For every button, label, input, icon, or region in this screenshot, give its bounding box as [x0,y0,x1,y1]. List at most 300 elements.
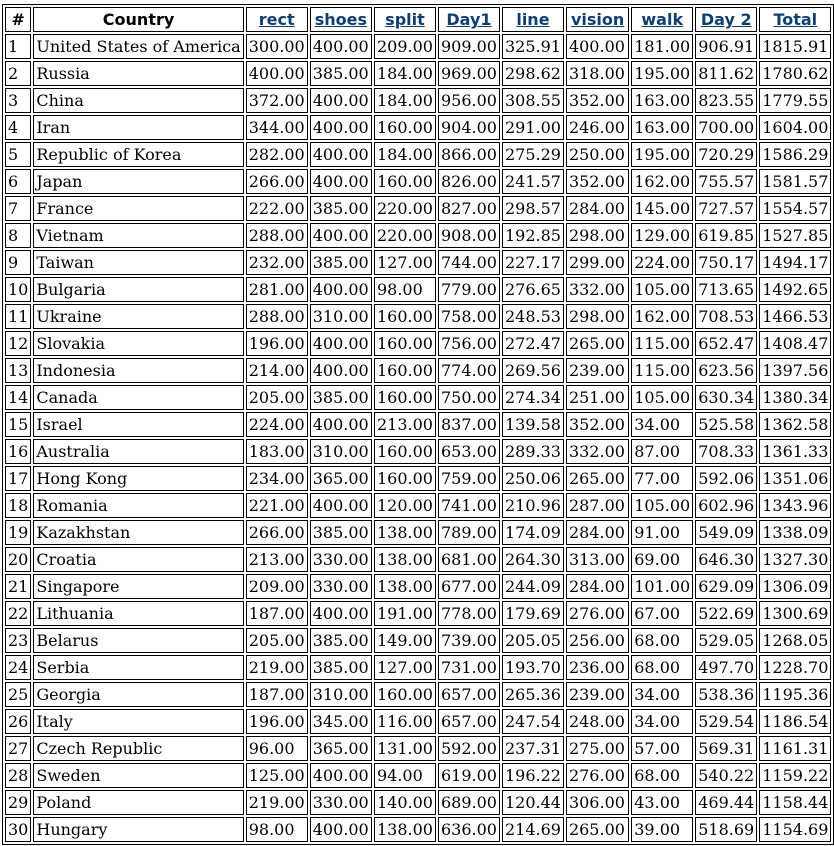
shoes-cell: 310.00 [310,682,372,707]
total-cell: 1815.91 [759,34,831,59]
rank-cell: 13 [5,358,31,383]
shoes-cell: 400.00 [310,142,372,167]
country-cell: Serbia [33,655,243,680]
walk-cell: 224.00 [631,250,693,275]
rect-cell: 196.00 [246,709,308,734]
table-row [5,817,831,842]
vision-cell: 298.00 [566,223,629,248]
rank-cell: 28 [5,763,31,788]
day1-cell: 739.00 [438,628,500,653]
walk-cell: 145.00 [631,196,693,221]
vision-cell: 298.00 [566,304,629,329]
line-cell: 139.58 [502,412,564,437]
vision-cell: 332.00 [566,439,629,464]
day1-cell: 653.00 [438,439,500,464]
split-cell: 160.00 [374,358,436,383]
split-cell: 138.00 [374,817,436,842]
walk-cell: 91.00 [631,520,693,545]
rect-cell: 224.00 [246,412,308,437]
split-cell: 160.00 [374,169,436,194]
col-header-day2[interactable] [695,7,757,32]
total-cell: 1228.70 [759,655,831,680]
day1-cell: 689.00 [438,790,500,815]
shoes-cell: 400.00 [310,412,372,437]
country-cell: Sweden [33,763,243,788]
vision-cell: 352.00 [566,412,629,437]
vision-cell: 236.00 [566,655,629,680]
total-cell: 1338.09 [759,520,831,545]
walk-cell: 195.00 [631,61,693,86]
col-header-vision[interactable] [566,7,629,32]
day1-cell: 681.00 [438,547,500,572]
table-row [5,223,831,248]
total-cell: 1492.65 [759,277,831,302]
total-cell: 1397.56 [759,358,831,383]
country-cell: Slovakia [33,331,243,356]
vision-cell: 332.00 [566,277,629,302]
walk-cell: 105.00 [631,385,693,410]
split-cell: 127.00 [374,250,436,275]
day2-cell: 750.17 [695,250,757,275]
shoes-cell: 400.00 [310,493,372,518]
shoes-cell: 345.00 [310,709,372,734]
vision-cell: 256.00 [566,628,629,653]
split-cell: 213.00 [374,412,436,437]
walk-cell: 43.00 [631,790,693,815]
rect-cell: 205.00 [246,385,308,410]
country-cell: Iran [33,115,243,140]
split-cell: 191.00 [374,601,436,626]
table-row [5,628,831,653]
walk-cell: 57.00 [631,736,693,761]
country-cell: Indonesia [33,358,243,383]
rect-cell: 125.00 [246,763,308,788]
rect-cell: 288.00 [246,223,308,248]
walk-cell: 68.00 [631,763,693,788]
day2-cell: 811.62 [695,61,757,86]
shoes-cell: 330.00 [310,790,372,815]
day1-cell: 827.00 [438,196,500,221]
table-row [5,466,831,491]
line-cell: 298.57 [502,196,564,221]
rank-cell: 12 [5,331,31,356]
rank-cell: 29 [5,790,31,815]
day2-cell: 529.54 [695,709,757,734]
country-cell: Lithuania [33,601,243,626]
line-cell: 120.44 [502,790,564,815]
table-row [5,601,831,626]
vision-cell: 284.00 [566,574,629,599]
walk-cell: 105.00 [631,493,693,518]
total-cell: 1343.96 [759,493,831,518]
rank-cell: 1 [5,34,31,59]
day1-cell: 758.00 [438,304,500,329]
shoes-cell: 385.00 [310,385,372,410]
split-cell: 120.00 [374,493,436,518]
country-cell: Taiwan [33,250,243,275]
col-header-walk[interactable] [631,7,693,32]
vision-cell: 299.00 [566,250,629,275]
vision-cell: 265.00 [566,817,629,842]
day2-cell: 540.22 [695,763,757,788]
country-cell: Hong Kong [33,466,243,491]
country-cell: France [33,196,243,221]
line-cell: 237.31 [502,736,564,761]
day1-cell: 741.00 [438,493,500,518]
split-cell: 149.00 [374,628,436,653]
table-row [5,763,831,788]
total-cell: 1380.34 [759,385,831,410]
table-row [5,493,831,518]
table-row [5,61,831,86]
line-cell: 192.85 [502,223,564,248]
col-header-day1[interactable] [438,7,500,32]
rect-cell: 266.00 [246,169,308,194]
walk-cell: 163.00 [631,88,693,113]
rect-cell: 400.00 [246,61,308,86]
day2-cell: 497.70 [695,655,757,680]
day2-cell: 629.09 [695,574,757,599]
total-cell: 1527.85 [759,223,831,248]
day2-cell: 646.30 [695,547,757,572]
table-row [5,358,831,383]
country-cell: Czech Republic [33,736,243,761]
rect-cell: 221.00 [246,493,308,518]
split-cell: 160.00 [374,682,436,707]
total-cell: 1300.69 [759,601,831,626]
country-cell: Canada [33,385,243,410]
shoes-cell: 400.00 [310,601,372,626]
total-cell: 1494.17 [759,250,831,275]
table-row [5,304,831,329]
col-header-shoes[interactable] [310,7,372,32]
rank-cell: 26 [5,709,31,734]
total-cell: 1581.57 [759,169,831,194]
vision-cell: 246.00 [566,115,629,140]
table-body [5,34,831,842]
line-cell: 308.55 [502,88,564,113]
line-cell: 227.17 [502,250,564,275]
split-cell: 116.00 [374,709,436,734]
total-cell: 1780.62 [759,61,831,86]
split-cell: 98.00 [374,277,436,302]
country-cell: Bulgaria [33,277,243,302]
total-cell: 1779.55 [759,88,831,113]
total-cell: 1604.00 [759,115,831,140]
rect-cell: 300.00 [246,34,308,59]
split-cell: 220.00 [374,223,436,248]
rank-cell: 24 [5,655,31,680]
rank-cell: 25 [5,682,31,707]
table-row [5,547,831,572]
country-cell: Croatia [33,547,243,572]
rank-cell: 10 [5,277,31,302]
day1-cell: 677.00 [438,574,500,599]
day2-cell: 529.05 [695,628,757,653]
line-cell: 193.70 [502,655,564,680]
rect-cell: 288.00 [246,304,308,329]
rect-cell: 372.00 [246,88,308,113]
total-cell: 1161.31 [759,736,831,761]
rank-cell: 22 [5,601,31,626]
walk-cell: 115.00 [631,331,693,356]
walk-cell: 163.00 [631,115,693,140]
country-cell: Japan [33,169,243,194]
table-row [5,520,831,545]
table-row [5,790,831,815]
shoes-cell: 385.00 [310,655,372,680]
country-cell: Vietnam [33,223,243,248]
day1-cell: 750.00 [438,385,500,410]
rect-cell: 219.00 [246,655,308,680]
country-cell: Republic of Korea [33,142,243,167]
split-cell: 184.00 [374,88,436,113]
table-row [5,88,831,113]
day1-cell: 778.00 [438,601,500,626]
shoes-cell: 385.00 [310,196,372,221]
sort-link-shoes[interactable]: shoes [314,10,367,29]
walk-cell: 115.00 [631,358,693,383]
country-cell: Poland [33,790,243,815]
day2-cell: 708.53 [695,304,757,329]
day1-cell: 592.00 [438,736,500,761]
shoes-cell: 400.00 [310,331,372,356]
total-cell: 1306.09 [759,574,831,599]
split-cell: 131.00 [374,736,436,761]
day2-cell: 720.29 [695,142,757,167]
shoes-cell: 400.00 [310,169,372,194]
line-cell: 289.33 [502,439,564,464]
rank-cell: 11 [5,304,31,329]
total-cell: 1327.30 [759,547,831,572]
walk-cell: 69.00 [631,547,693,572]
rank-cell: 20 [5,547,31,572]
rect-cell: 232.00 [246,250,308,275]
walk-cell: 67.00 [631,601,693,626]
col-header-total[interactable] [759,7,831,32]
shoes-cell: 365.00 [310,466,372,491]
line-cell: 275.29 [502,142,564,167]
vision-cell: 265.00 [566,466,629,491]
table-row [5,385,831,410]
split-cell: 140.00 [374,790,436,815]
total-cell: 1159.22 [759,763,831,788]
line-cell: 276.65 [502,277,564,302]
day2-cell: 708.33 [695,439,757,464]
day2-cell: 755.57 [695,169,757,194]
shoes-cell: 365.00 [310,736,372,761]
vision-cell: 248.00 [566,709,629,734]
walk-cell: 129.00 [631,223,693,248]
day1-cell: 837.00 [438,412,500,437]
rect-cell: 187.00 [246,682,308,707]
walk-cell: 39.00 [631,817,693,842]
split-cell: 184.00 [374,61,436,86]
shoes-cell: 400.00 [310,115,372,140]
rect-cell: 281.00 [246,277,308,302]
vision-cell: 276.00 [566,763,629,788]
day1-cell: 774.00 [438,358,500,383]
day1-cell: 908.00 [438,223,500,248]
line-cell: 205.05 [502,628,564,653]
day2-cell: 525.58 [695,412,757,437]
line-cell: 272.47 [502,331,564,356]
day2-cell: 518.69 [695,817,757,842]
sort-link-day1[interactable]: Day1 [446,10,492,29]
total-cell: 1586.29 [759,142,831,167]
day2-cell: 823.55 [695,88,757,113]
rect-cell: 96.00 [246,736,308,761]
walk-cell: 195.00 [631,142,693,167]
shoes-cell: 400.00 [310,277,372,302]
rect-cell: 234.00 [246,466,308,491]
rank-cell: 21 [5,574,31,599]
rank-cell: 8 [5,223,31,248]
sort-link-line[interactable]: line [516,10,550,29]
vision-cell: 318.00 [566,61,629,86]
rank-cell: 18 [5,493,31,518]
walk-cell: 101.00 [631,574,693,599]
walk-cell: 105.00 [631,277,693,302]
col-header-rect[interactable] [246,7,308,32]
total-cell: 1351.06 [759,466,831,491]
rect-cell: 282.00 [246,142,308,167]
rank-cell: 2 [5,61,31,86]
split-cell: 138.00 [374,520,436,545]
table-row [5,250,831,275]
line-cell: 214.69 [502,817,564,842]
vision-cell: 400.00 [566,34,629,59]
results-table [2,4,834,845]
header-row [5,7,831,32]
vision-cell: 287.00 [566,493,629,518]
shoes-cell: 400.00 [310,223,372,248]
line-cell: 298.62 [502,61,564,86]
split-cell: 209.00 [374,34,436,59]
table-row [5,169,831,194]
vision-cell: 284.00 [566,196,629,221]
walk-cell: 34.00 [631,709,693,734]
col-header-line[interactable] [502,7,564,32]
rank-cell: 27 [5,736,31,761]
day2-cell: 619.85 [695,223,757,248]
day1-cell: 756.00 [438,331,500,356]
split-cell: 160.00 [374,304,436,329]
rank-cell: 19 [5,520,31,545]
split-cell: 160.00 [374,385,436,410]
table-row [5,34,831,59]
day2-cell: 602.96 [695,493,757,518]
rect-cell: 209.00 [246,574,308,599]
line-cell: 248.53 [502,304,564,329]
split-cell: 94.00 [374,763,436,788]
vision-cell: 276.00 [566,601,629,626]
sort-link-day2[interactable]: Day 2 [700,10,752,29]
shoes-cell: 400.00 [310,88,372,113]
day1-cell: 619.00 [438,763,500,788]
vision-cell: 352.00 [566,169,629,194]
rect-cell: 205.00 [246,628,308,653]
split-cell: 160.00 [374,115,436,140]
sort-link-walk[interactable]: walk [641,10,684,29]
vision-cell: 313.00 [566,547,629,572]
day1-cell: 731.00 [438,655,500,680]
sort-link-vision[interactable]: vision [570,10,625,29]
total-cell: 1158.44 [759,790,831,815]
table-row [5,736,831,761]
line-cell: 264.30 [502,547,564,572]
line-cell: 241.57 [502,169,564,194]
vision-cell: 352.00 [566,88,629,113]
country-cell: Israel [33,412,243,437]
table-row [5,412,831,437]
vision-cell: 239.00 [566,682,629,707]
rect-cell: 266.00 [246,520,308,545]
day1-cell: 779.00 [438,277,500,302]
rect-cell: 222.00 [246,196,308,221]
sort-link-rect[interactable]: rect [258,10,295,29]
line-cell: 196.22 [502,763,564,788]
rank-cell: 30 [5,817,31,842]
day2-cell: 569.31 [695,736,757,761]
day2-cell: 713.65 [695,277,757,302]
vision-cell: 265.00 [566,331,629,356]
day1-cell: 909.00 [438,34,500,59]
sort-link-total[interactable]: Total [773,10,818,29]
vision-cell: 275.00 [566,736,629,761]
col-header-split[interactable] [374,7,436,32]
line-cell: 247.54 [502,709,564,734]
split-cell: 220.00 [374,196,436,221]
day2-cell: 623.56 [695,358,757,383]
country-cell: Singapore [33,574,243,599]
rank-cell: 9 [5,250,31,275]
walk-cell: 87.00 [631,439,693,464]
day2-cell: 700.00 [695,115,757,140]
country-cell: China [33,88,243,113]
table-row [5,655,831,680]
sort-link-split[interactable]: split [385,10,425,29]
line-cell: 265.36 [502,682,564,707]
shoes-cell: 385.00 [310,628,372,653]
split-cell: 138.00 [374,547,436,572]
country-cell: United States of America [33,34,243,59]
country-cell: Ukraine [33,304,243,329]
day1-cell: 866.00 [438,142,500,167]
shoes-cell: 400.00 [310,34,372,59]
rank-cell: 23 [5,628,31,653]
table-row [5,196,831,221]
shoes-cell: 385.00 [310,250,372,275]
total-cell: 1408.47 [759,331,831,356]
walk-cell: 68.00 [631,655,693,680]
split-cell: 127.00 [374,655,436,680]
line-cell: 250.06 [502,466,564,491]
walk-cell: 34.00 [631,682,693,707]
total-cell: 1362.58 [759,412,831,437]
vision-cell: 284.00 [566,520,629,545]
vision-cell: 239.00 [566,358,629,383]
walk-cell: 162.00 [631,304,693,329]
line-cell: 274.34 [502,385,564,410]
shoes-cell: 330.00 [310,547,372,572]
country-cell: Kazakhstan [33,520,243,545]
line-cell: 244.09 [502,574,564,599]
col-header-country: Country [33,7,243,32]
split-cell: 138.00 [374,574,436,599]
shoes-cell: 330.00 [310,574,372,599]
day1-cell: 759.00 [438,466,500,491]
